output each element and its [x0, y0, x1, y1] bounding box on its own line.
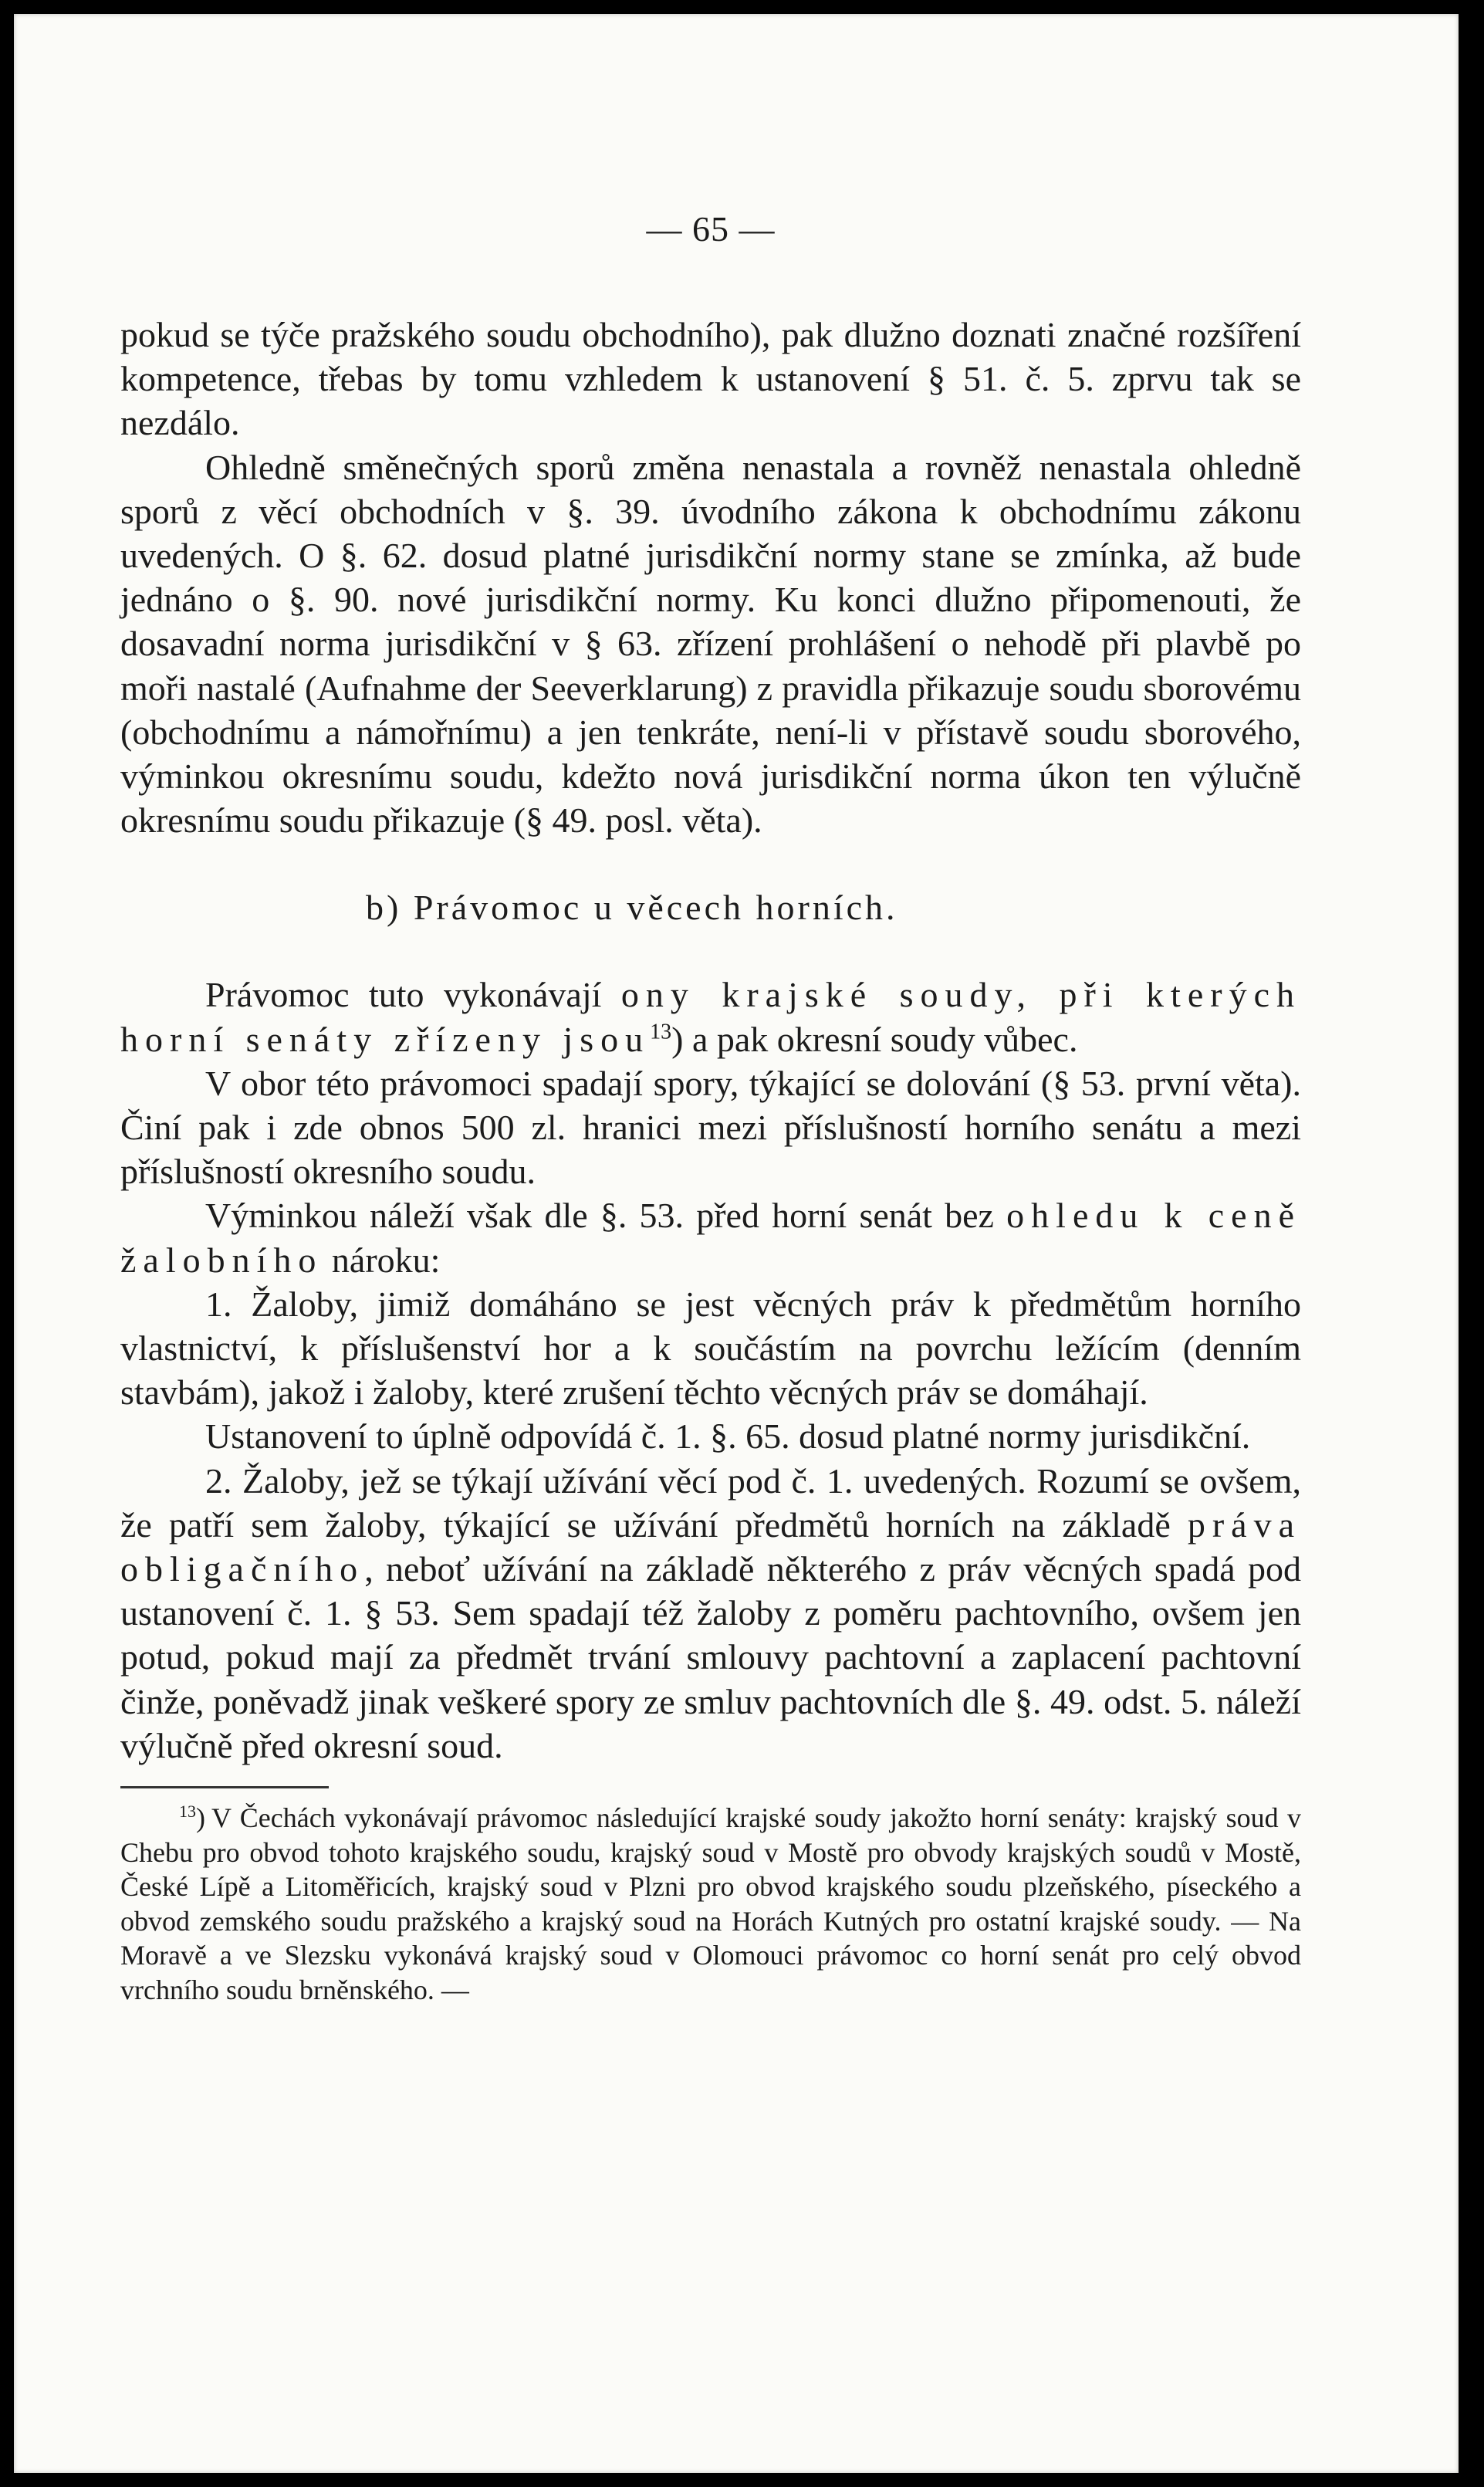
section-paragraph-1 — [120, 973, 1301, 1061]
footnote-mark — [120, 1801, 211, 1836]
emphasized-spaced-text: ohledu k ceně žalobního — [120, 1196, 1301, 1280]
page-content — [120, 207, 1301, 2007]
section-paragraph-6-start: 2. Žaloby, jež se týkají užívání věcí pod č. 1. uvedených. Rozumí se ovšem, že patří sem žaloby, týkající se užívání předmětů horních na základě — [120, 1460, 1301, 1545]
section-paragraph-1-end: ) a pak okresní soudy vůbec. — [671, 1019, 1078, 1059]
footnote-divider — [120, 1786, 329, 1788]
section-paragraph-6-end: , neboť užívání na základě některého z práv věcných spadá pod ustanovení č. 1. § 53. Sem spadají též žaloby z poměru pachtovního, ovšem jen potud, pokud mají za předmět trvání smlouvy pachtovní a zaplacení pachtovní činže, poněvadž jinak veškeré spory ze smluv pachtovních dle §. 49. odst. 5. náleží výlučně před okresní soud. — [120, 1549, 1301, 1765]
footnote-mark-paren: ) — [196, 1802, 205, 1834]
section-paragraph-3 — [120, 1193, 1301, 1281]
section-heading: b) Právomoc u věcech horních. — [366, 888, 898, 928]
section-paragraph-6 — [120, 1459, 1301, 1768]
section-paragraph-2: V obor této právomoci spadají spory, týkající se dolování (§ 53. první věta). Činí pak i zde obnos 500 zl. hranici mezi příslušností horního senátu a mezi příslušností okresního soudu. — [120, 1063, 1301, 1192]
section-paragraph-5: Ustanovení to úplně odpovídá č. 1. §. 65. dosud platné normy jurisdikční. — [205, 1416, 1251, 1457]
footnote-text: V Čechách vykonávají právomoc následující krajské soudy jakožto horní senáty: krajský soud v Chebu pro obvod tohoto krajského soudu, krajský soud v Mostě pro obvody krajských soudů v Mostě, České Lípě a Litoměřicích, krajský soud v Plzni pro obvod krajského soudu plzeňského, píseckého a obvod zemského soudu pražského a krajský soud na Horách Kutných pro ostatní krajské soudy. — Na Moravě a ve Slezsku vykonává krajský soud v Olomouci právomoc co horní senát pro celý obvod vrchního soudu brněnského. — — [120, 1802, 1301, 2005]
document-page — [14, 14, 1459, 2473]
emphasized-spaced-text: práva obligačního — [120, 1504, 1301, 1589]
footnote-mark-number: 13 — [179, 1802, 196, 1822]
emphasized-spaced-text: ony krajské soudy, při kterých horní senáty zřízeny jsou — [120, 975, 1301, 1059]
footnote-reference: 13 — [650, 1020, 672, 1044]
page-number: — 65 — — [646, 209, 776, 249]
paragraph-1: pokud se týče pražského soudu obchodního), pak dlužno doznati značné rozšíření kompetence, třebas by tomu vzhledem k ustanovení § 51. č. 5. zprvu tak se nezdálo. — [120, 315, 1301, 443]
section-paragraph-4: 1. Žaloby, jimiž domáháno se jest věcných práv k předmětům horního vlastnictví, k příslušenství hor a k součástím na povrchu ležícím (denním stavbám), jakož i žaloby, které zrušení těchto věcných práv se domáhají. — [120, 1284, 1301, 1413]
section-paragraph-1-start: Právomoc tuto vykonávají — [205, 975, 621, 1015]
section-paragraph-3-end: nároku: — [323, 1240, 441, 1280]
paragraph-2: Ohledně směnečných sporů změna nenastala a rovněž nenastala ohledně sporů z věcí obchodních v §. 39. úvodního zákona k obchodnímu zákonu uvedených. O §. 62. dosud platné jurisdikční normy stane se zmínka, až bude jednáno o §. 90. nové jurisdikční normy. Ku konci dlužno připomenouti, že dosavadní norma jurisdikční v § 63. zřízení prohlášení o nehodě při plavbě po moři nastalé (Aufnahme der Seeverklarung) z pravidla přikazuje soudu sborovému (obchodnímu a námořnímu) a jen tenkráte, není-li v přístavě soudu sborového, výminkou okresnímu soudu, kdežto nová jurisdikční norma úkon ten výlučně okresnímu soudu přikazuje (§ 49. posl. věta). — [120, 447, 1301, 841]
section-paragraph-3-start: Výminkou náleží však dle §. 53. před horní senát bez — [205, 1196, 1007, 1236]
footnote — [120, 1801, 1301, 2007]
